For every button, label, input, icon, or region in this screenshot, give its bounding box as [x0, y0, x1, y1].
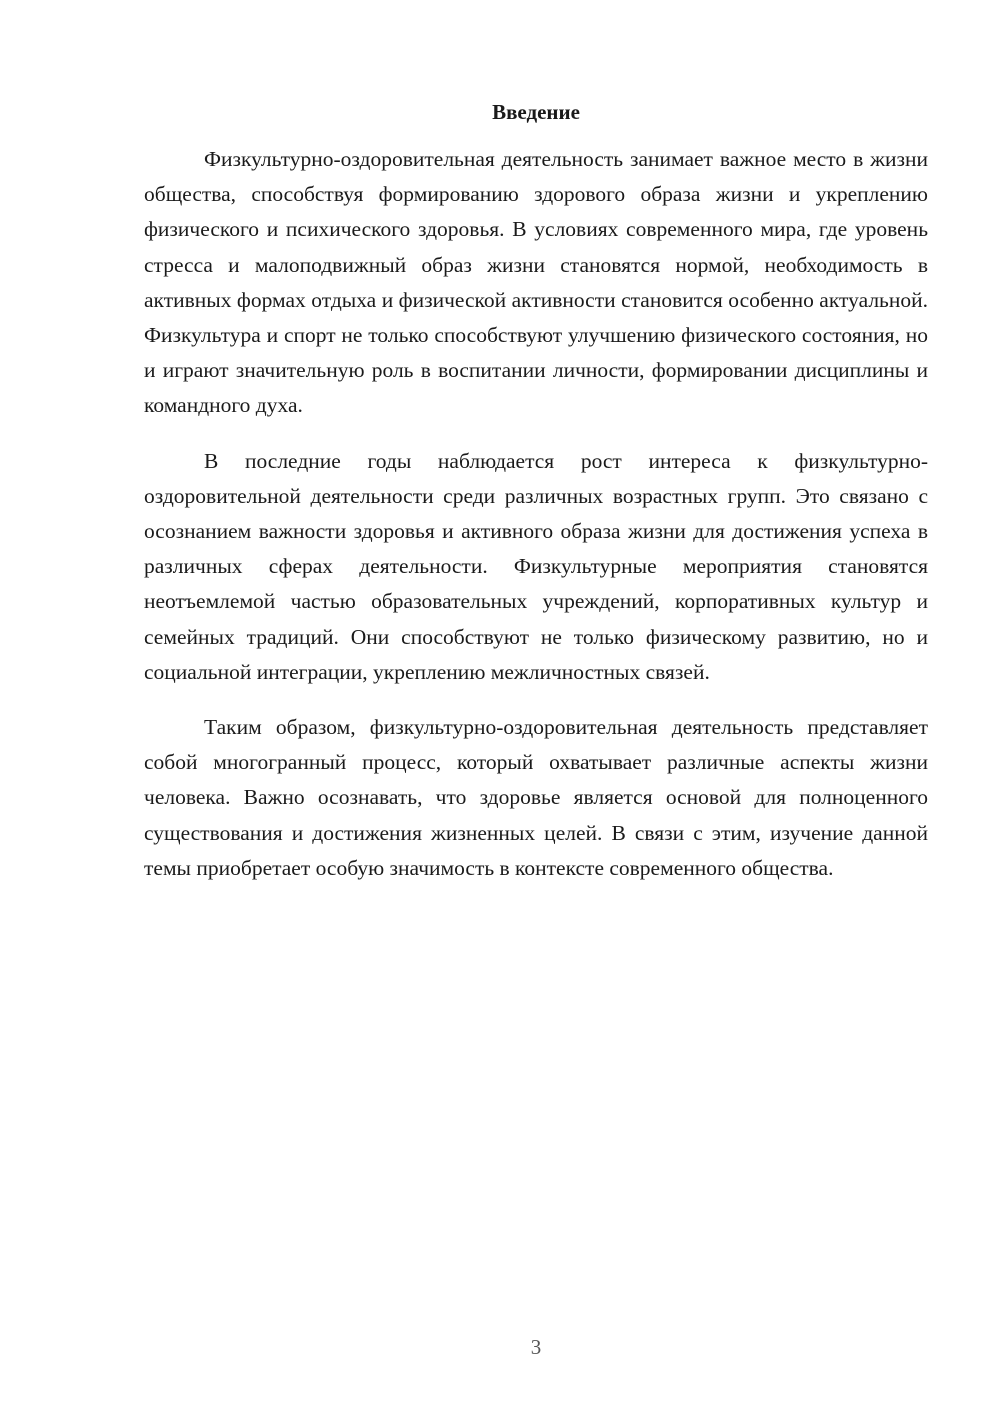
body-text — [144, 142, 928, 906]
paragraph-1: Физкультурно-оздоровительная деятельность занимает важное место в жизни общества, способствуя формированию здорового образа жизни и укреплению физического и психического здоровья. В условиях современного мира, где уровень стресса и малоподвижный образ жизни становятся нормой, необходимость в активных формах отдыха и физической активности становится особенно актуальной. Физкультура и спорт не только способствуют улучшению физического состояния, но и играют значительную роль в воспитании личности, формировании дисциплины и командного духа. — [144, 147, 928, 418]
section-heading: Введение — [492, 100, 580, 124]
page-number: 3 — [530, 1335, 542, 1359]
paragraph-3: Таким образом, физкультурно-оздоровительная деятельность представляет собой многогранный процесс, который охватывает различные аспекты жизни человека. Важно осознавать, что здоровье является основой для полноценного существования и достижения жизненных целей. В связи с этим, изучение данной темы приобретает особую значимость в контексте современного общества. — [144, 715, 928, 880]
paragraph-2: В последние годы наблюдается рост интереса к физкультурно-оздоровительной деятельности среди различных возрастных групп. Это связано с осознанием важности здоровья и активного образа жизни для достижения успеха в различных сферах деятельности. Физкультурные мероприятия становятся неотъемлемой частью образовательных учреждений, корпоративных культур и семейных традиций. Они способствуют не только физическому развитию, но и социальной интеграции, укреплению межличностных связей. — [144, 448, 928, 684]
